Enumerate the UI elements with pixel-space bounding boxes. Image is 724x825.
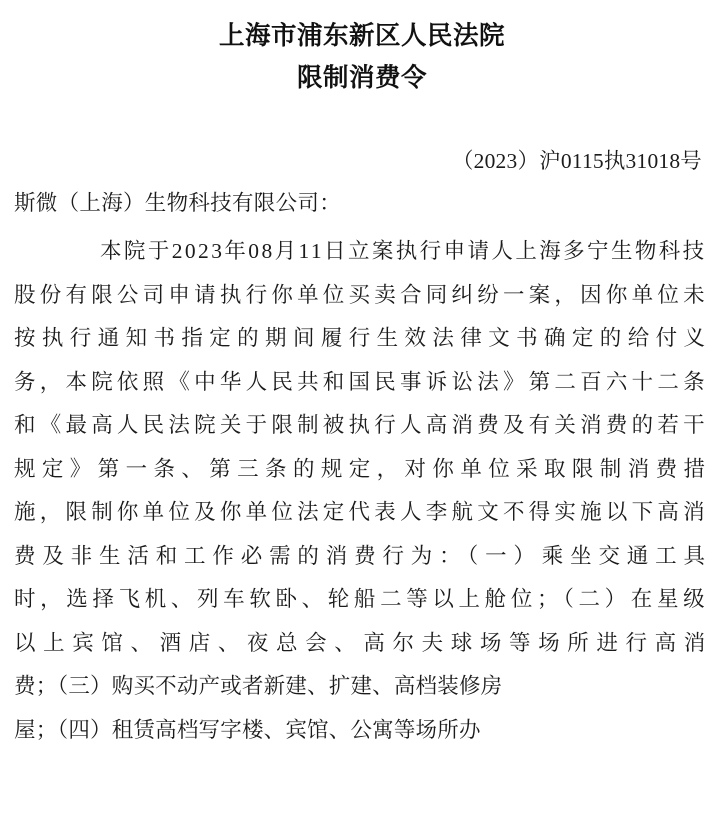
body-line: 务，本院依照《中华人民共和国民事诉讼法》第二百六十二条 <box>14 369 709 394</box>
body-line: 按执行通知书指定的期间履行生效法律文书确定的给付义 <box>14 326 712 350</box>
document-title <box>14 0 710 98</box>
body-line: 规定》第一条、第三条的规定，对你单位采取限制消费措 <box>14 456 712 481</box>
body-line: 时，选择飞机、列车软卧、轮船二等以上舱位；（二）在星级 <box>14 587 710 611</box>
body-line: 本院于2023年08月11日立案执行申请人上海多宁生物科技 <box>100 239 707 263</box>
document-type: 限制消费令 <box>296 63 427 92</box>
body-line: 费及非生活和工作必需的消费行为：（一）乘坐交通工具 <box>14 543 712 568</box>
recipient-name: 斯微（上海）生物科技有限公司： <box>14 191 342 215</box>
body-line: 以上宾馆、酒店、夜总会、高尔夫球场等场所进行高消 <box>14 630 713 655</box>
body-line: 屋；（四）租赁高档写字楼、宾馆、公寓等场所办 <box>14 717 481 742</box>
body-line: 费；（三）购买不动产或者新建、扩建、高档装修房 <box>14 674 503 698</box>
body-line: 和《最高人民法院关于限制被执行人高消费及有关消费的若干 <box>14 413 709 437</box>
body-line: 股份有限公司申请执行你单位买卖合同纠纷一案，因你单位未 <box>14 282 709 307</box>
document-body <box>14 230 713 752</box>
case-number: （2023）沪0115执31018号 <box>451 149 702 173</box>
body-line: 施，限制你单位及你单位法定代表人李航文不得实施以下高消 <box>14 500 709 524</box>
court-name: 上海市浦东新区人民法院 <box>218 21 505 50</box>
